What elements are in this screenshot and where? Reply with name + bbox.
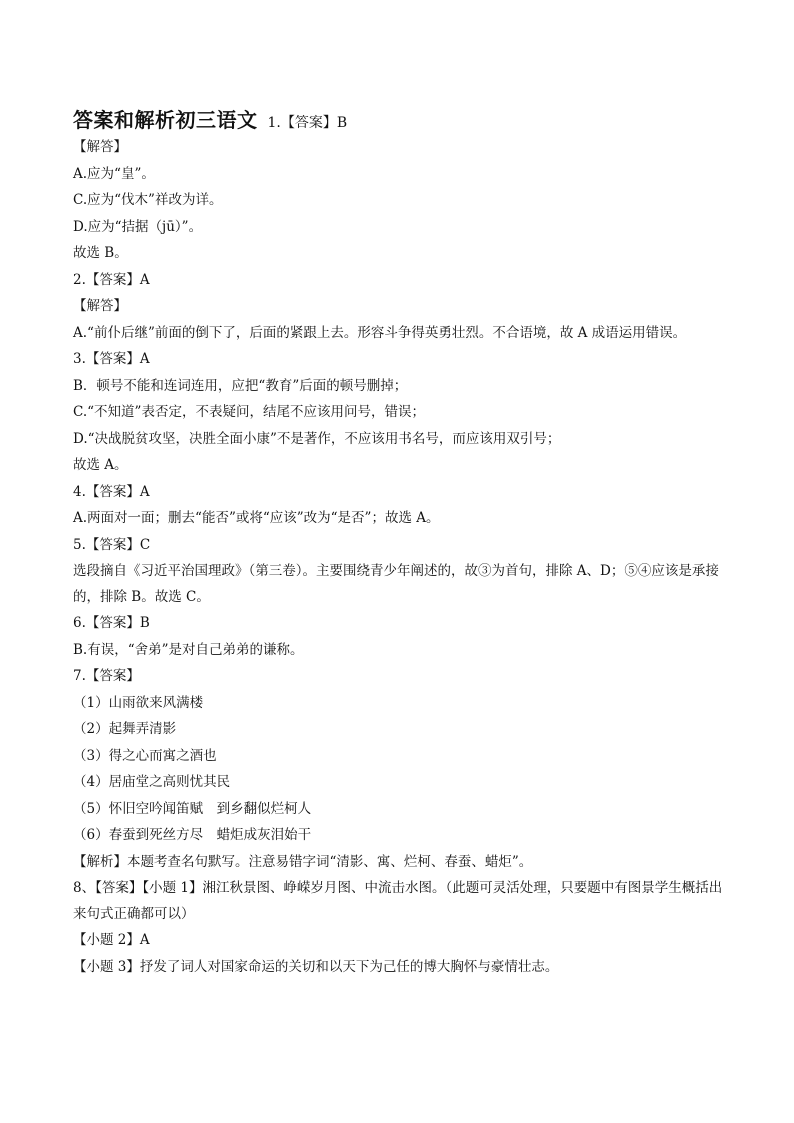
answer-2-label: 2.【答案】A [73,271,150,288]
q1-choice: 故选 B。 [73,245,128,261]
q7-item-4: （4）居庙堂之高则忧其民 [73,774,231,790]
answer-8-subquestion-2: 【小题 2】A [73,932,150,948]
answer-7-label: 7.【答案】 [73,668,140,684]
answer-6-label: 6.【答案】B [73,615,150,631]
q1-line-a: A.应为“皇”。 [73,165,155,182]
q2-solution-label: 【解答】 [73,298,127,314]
title-row [73,104,733,134]
q3-line-c: C.“不知道”表否定，不表疑问，结尾不应该用问号，错误； [73,404,425,420]
answer-5-label: 5.【答案】C [73,536,151,553]
q3-line-b: B．顿号不能和连词连用，应把“教育”后面的顿号删掉； [73,377,408,394]
answer-8-subquestion-3: 【小题 3】抒发了词人对国家命运的关切和以天下为己任的博大胸怀与豪情壮志。 [73,958,559,975]
answer-4-label: 4.【答案】A [73,483,150,500]
answer-3-label: 3.【答案】A [73,351,150,367]
q7-item-5: （5）怀旧空吟闻笛赋 到乡翻似烂柯人 [73,800,312,817]
q3-choice: 故选 A。 [73,457,128,473]
document-page [73,104,733,980]
q7-item-3: （3）得之心而寓之酒也 [73,747,217,764]
q1-line-d: D.应为“拮据（jū）”。 [73,218,203,235]
q7-analysis: 【解析】本题考查名句默写。注意易错字词“清影、寓、烂柯、春蚕、蜡炬”。 [73,853,533,870]
answer-8-subquestion-1: 8、【答案】【小题 1】湘江秋景图、峥嵘岁月图、中流击水图。（此题可灵活处理，只要题中有图景学生概括出来句式正确都可以） [73,880,723,922]
q2-explanation: A.“前仆后继”前面的倒下了，后面的紧跟上去。形容斗争得英勇壮烈。不合语境，故 A 成语运用错误。 [73,324,687,341]
q3-line-d: D.“决战脱贫攻坚，决胜全面小康”不是著作，不应该用书名号，而应该用双引号； [73,430,561,447]
q4-explanation: A.两面对一面；删去“能否”或将“应该”改为“是否”；故选 A。 [73,510,440,526]
q7-item-2: （2）起舞弄清影 [73,721,177,737]
q5-explanation: 选段摘自《习近平治国理政》（第三卷）。主要围绕青少年阐述的，故③为首句，排除 A、D；⑤④应该是承接的，排除 B。故选 C。 [73,563,719,605]
q7-item-6: （6）春蚕到死丝方尽 蜡炬成灰泪始干 [73,827,312,843]
document-title: 答案和解析初三语文 [73,108,258,132]
answer-1-label: 1.【答案】B [267,115,348,131]
q1-line-c: C.应为“伐木”祥改为详。 [73,192,223,208]
q7-item-1: （1）山雨欲来风满楼 [73,694,204,711]
q1-solution-label: 【解答】 [73,139,127,155]
q6-explanation: B.有误，“舍弟”是对自己弟弟的谦称。 [73,641,304,658]
